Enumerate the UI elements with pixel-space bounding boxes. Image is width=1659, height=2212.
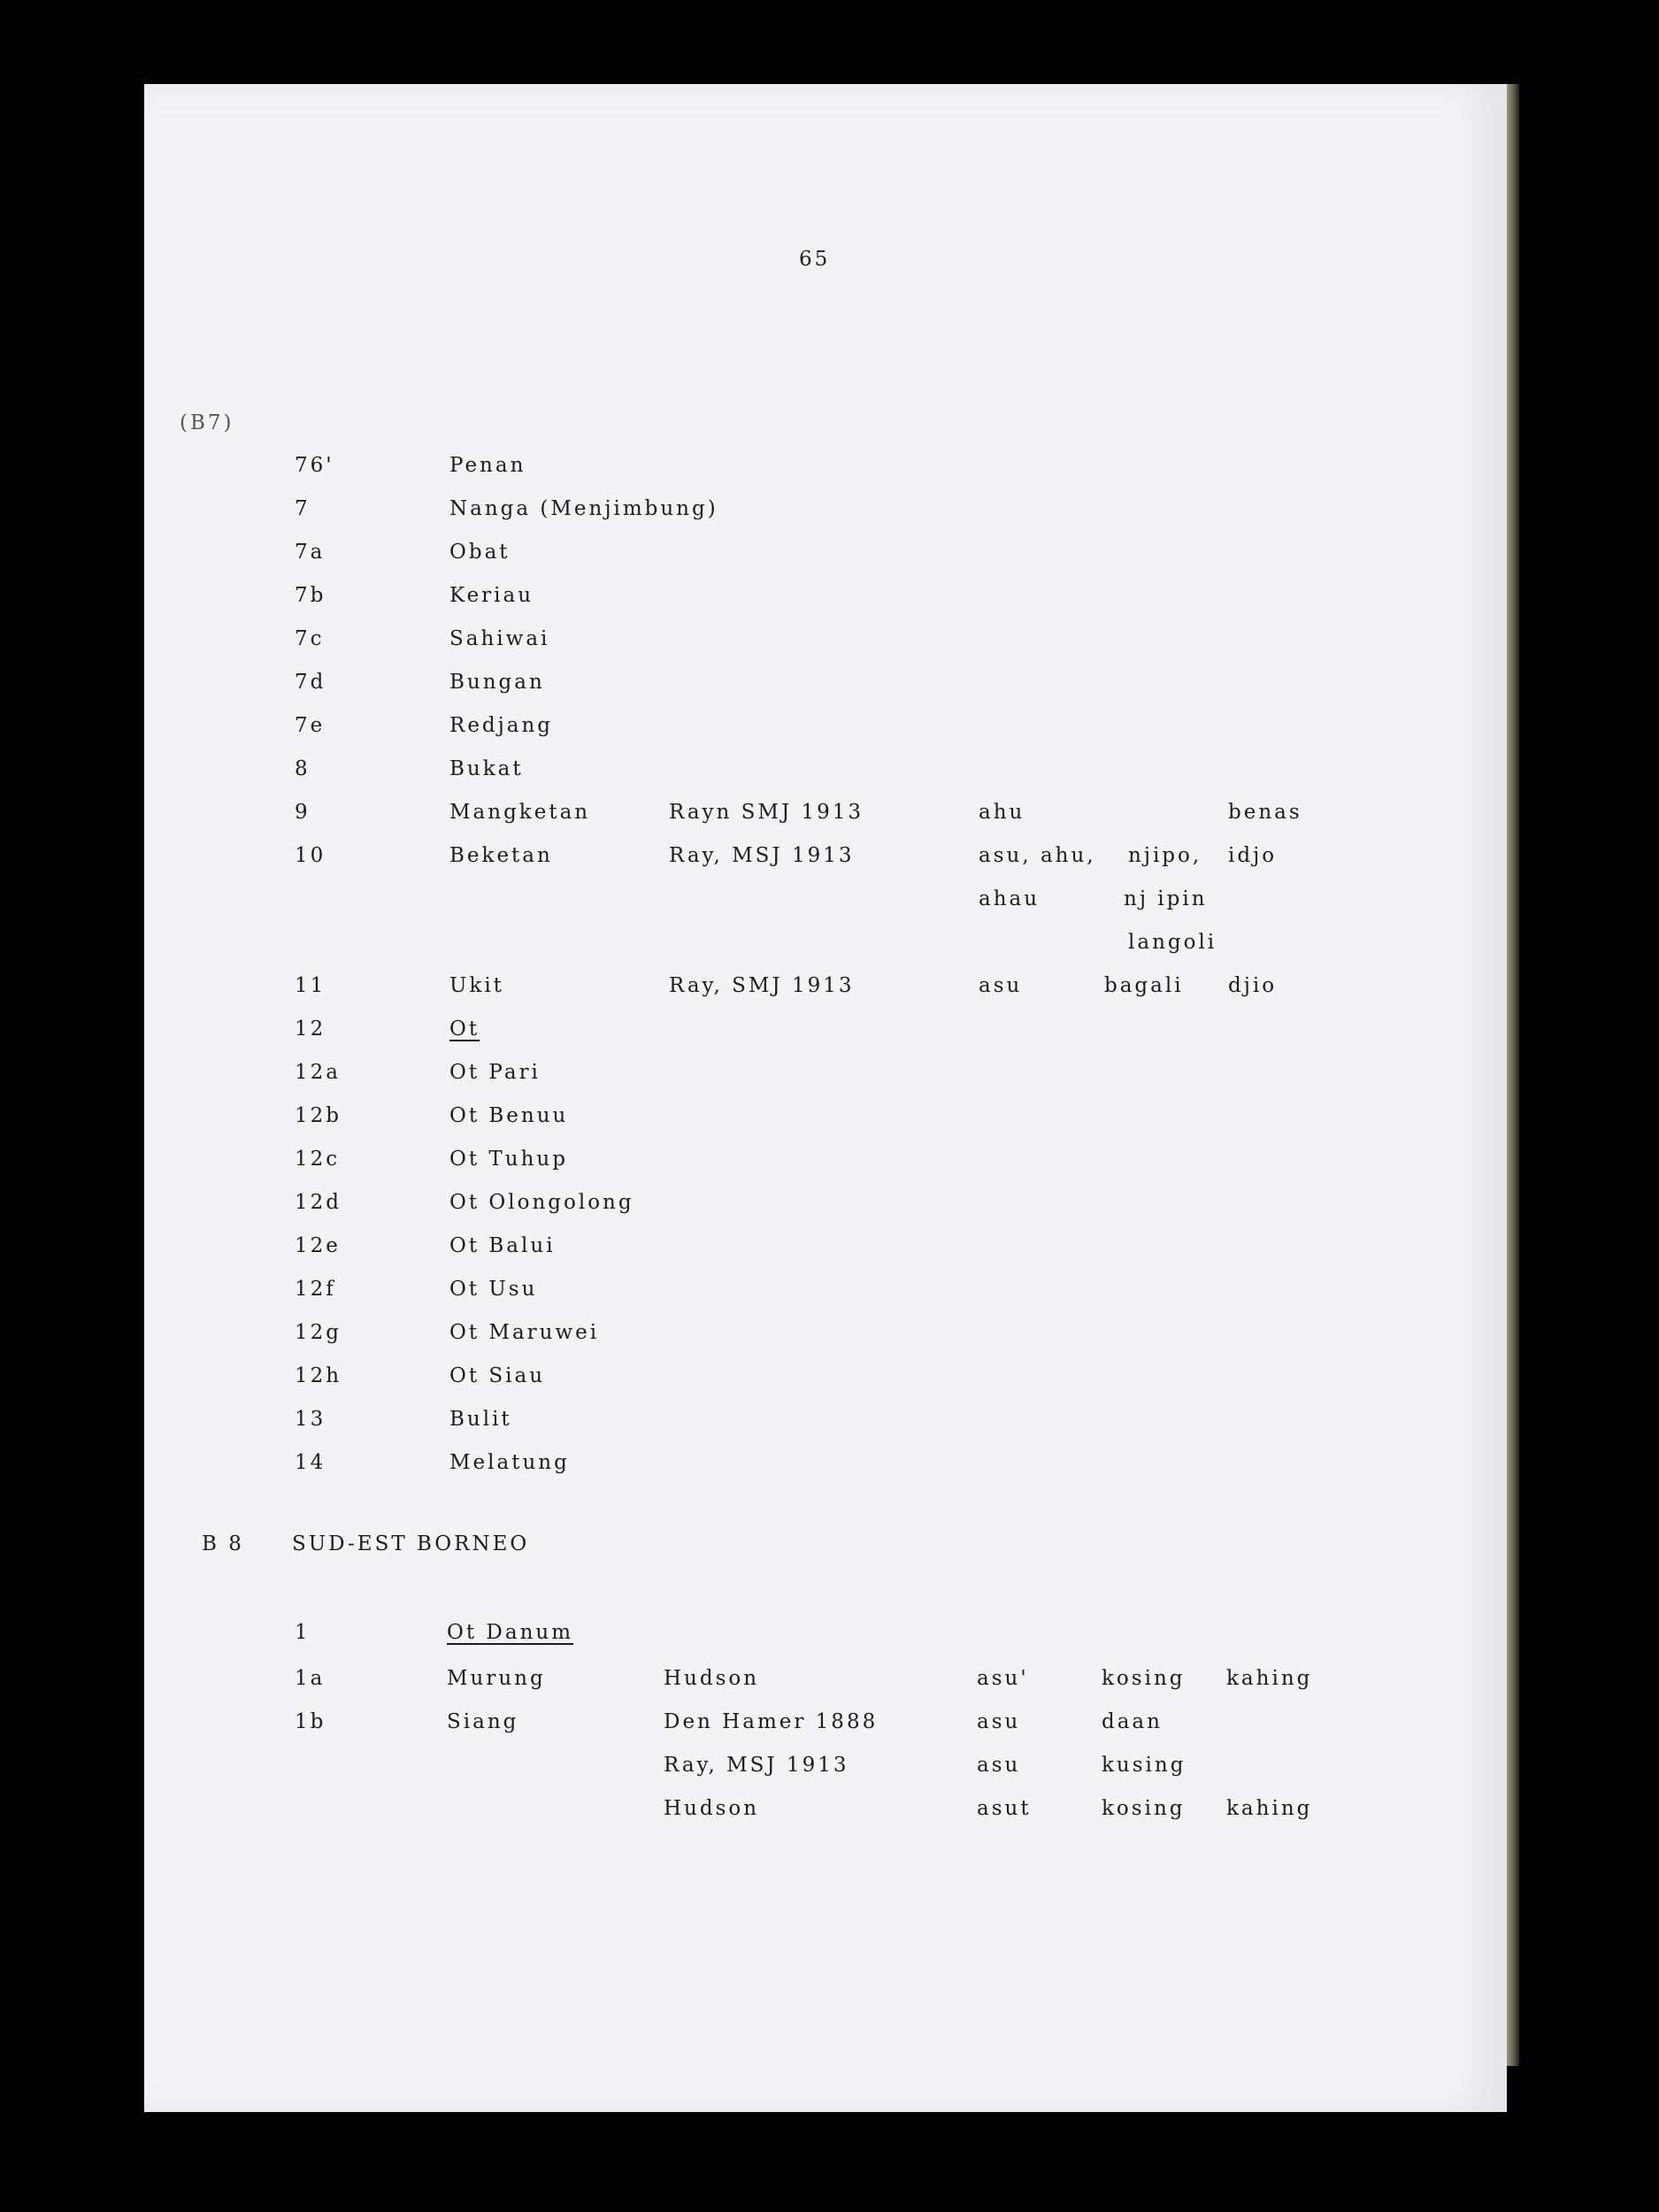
page-edge <box>1507 84 1519 2066</box>
language-name: Bukat <box>449 757 524 780</box>
language-name: Mangketan <box>449 801 591 824</box>
word-2: kusing <box>1102 1754 1187 1777</box>
word-dog: asut <box>977 1797 1032 1820</box>
block-label: (B7) <box>180 411 234 434</box>
row-number: 7a <box>295 541 326 564</box>
word-3: kahing <box>1226 1667 1313 1690</box>
row-number: 9 <box>295 801 311 824</box>
language-name: Keriau <box>449 584 534 607</box>
word-dog: asu <box>977 1754 1021 1777</box>
row-number: 13 <box>295 1408 326 1431</box>
language-name: Redjang <box>449 714 554 737</box>
language-name: Melatung <box>449 1451 570 1474</box>
row-number: 7e <box>295 714 326 737</box>
section-title: SUD-EST BORNEO <box>292 1532 530 1555</box>
section-code: B 8 <box>202 1532 244 1555</box>
page-number: 65 <box>799 248 831 271</box>
row-number: 1b <box>295 1710 326 1733</box>
language-name: Ot Maruwei <box>449 1321 600 1344</box>
word-dog: ahau <box>979 887 1041 910</box>
row-number: 11 <box>295 974 326 997</box>
source: Den Hamer 1888 <box>664 1710 879 1733</box>
word-dog: asu <box>979 974 1023 997</box>
language-name: Bulit <box>449 1408 512 1431</box>
row-number: 14 <box>295 1451 326 1474</box>
language-name: Ot Danum <box>447 1621 573 1644</box>
word-3: kahing <box>1226 1797 1313 1820</box>
language-name: Obat <box>449 541 511 564</box>
row-number: 7 <box>295 497 311 520</box>
word-2: kosing <box>1102 1667 1186 1690</box>
word-2: daan <box>1102 1710 1163 1733</box>
row-number: 12f <box>295 1278 336 1301</box>
word-2: kosing <box>1102 1797 1186 1820</box>
row-number: 7b <box>295 584 326 607</box>
word-3: djio <box>1228 974 1278 997</box>
language-name: Ot <box>449 1018 480 1041</box>
word-dog: asu' <box>977 1667 1029 1690</box>
language-name: Ot Balui <box>449 1234 556 1257</box>
row-number: 12h <box>295 1364 342 1387</box>
source: Hudson <box>664 1667 760 1690</box>
language-name: Ot Tuhup <box>449 1148 568 1171</box>
row-number: 12b <box>295 1104 342 1127</box>
language-name: Ot Usu <box>449 1278 538 1301</box>
row-number: 10 <box>295 844 326 867</box>
word-dog: asu, ahu, <box>979 844 1096 867</box>
word-2: nj ipin <box>1124 887 1208 910</box>
language-name: Nanga (Menjimbung) <box>449 497 718 520</box>
language-name: Ot Siau <box>449 1364 546 1387</box>
language-name: Siang <box>447 1710 519 1733</box>
row-number: 12c <box>295 1148 341 1171</box>
source: Rayn SMJ 1913 <box>669 801 864 824</box>
language-name: Murung <box>447 1667 546 1690</box>
row-number: 12g <box>295 1321 342 1344</box>
language-name: Bungan <box>449 671 545 694</box>
language-name: Ot Benuu <box>449 1104 569 1127</box>
language-name: Penan <box>449 454 526 477</box>
word-2: njipo, <box>1128 844 1202 867</box>
row-number: 7c <box>295 627 325 650</box>
row-number: 12a <box>295 1061 341 1084</box>
language-name: Ukit <box>449 974 504 997</box>
language-name: Beketan <box>449 844 553 867</box>
word-3: benas <box>1228 801 1302 824</box>
source: Hudson <box>664 1797 760 1820</box>
row-number: 76' <box>295 454 334 477</box>
row-number: 7d <box>295 671 326 694</box>
word-dog: asu <box>977 1710 1021 1733</box>
row-number: 12e <box>295 1234 341 1257</box>
row-number: 1 <box>295 1621 311 1644</box>
row-number: 1a <box>295 1667 326 1690</box>
row-number: 12d <box>295 1191 342 1214</box>
row-number: 8 <box>295 757 311 780</box>
language-name: Ot Pari <box>449 1061 541 1084</box>
word-2: bagali <box>1104 974 1184 997</box>
word-2: langoli <box>1128 931 1217 954</box>
language-name: Sahiwai <box>449 627 550 650</box>
source: Ray, SMJ 1913 <box>669 974 855 997</box>
word-dog: ahu <box>979 801 1025 824</box>
source: Ray, MSJ 1913 <box>664 1754 849 1777</box>
language-name: Ot Olongolong <box>449 1191 634 1214</box>
row-number: 12 <box>295 1018 326 1041</box>
word-3: idjo <box>1228 844 1278 867</box>
source: Ray, MSJ 1913 <box>669 844 855 867</box>
